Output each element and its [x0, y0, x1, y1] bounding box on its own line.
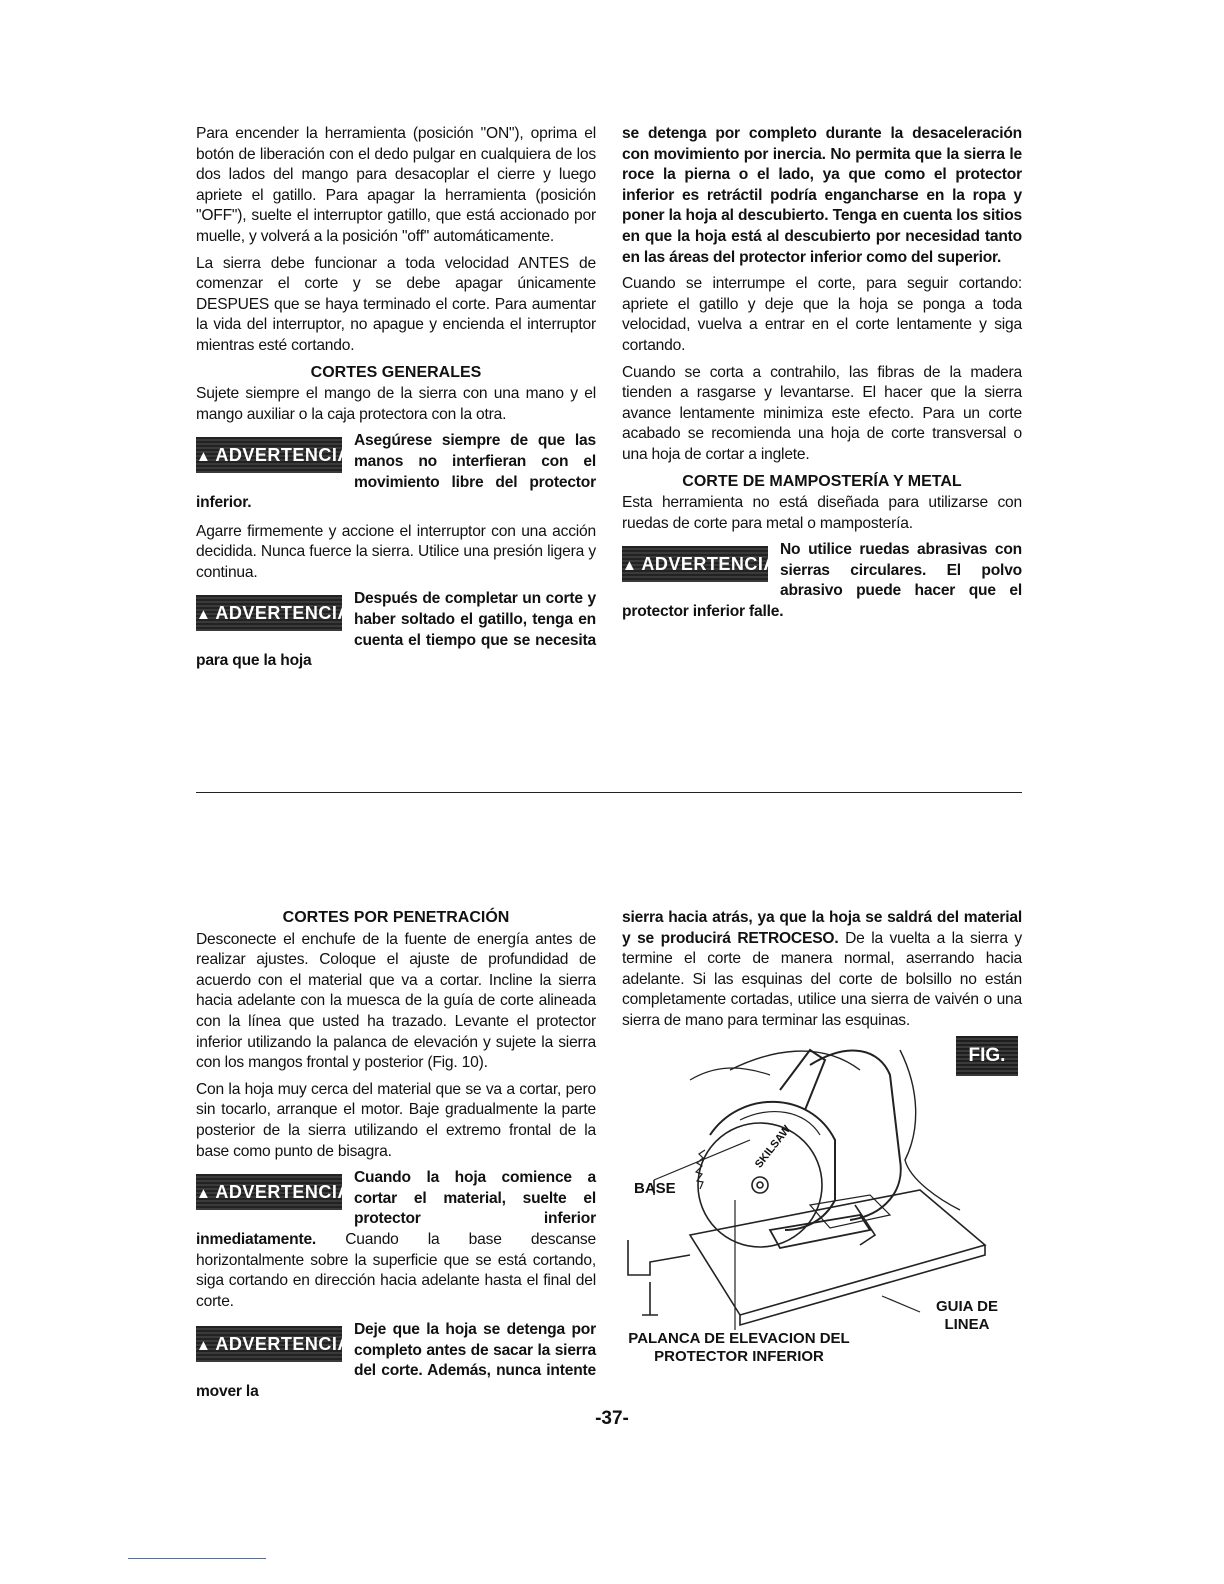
- paragraph: Cuando se corta a contrahilo, las fibras de la madera tienden a rasgarse y levantarse. El hacer que la sierra avance lentamente minimiza este efecto. Para un corte acabado se recomienda una hoja de corte transversal o una hoja de cortar a inglete.: [622, 363, 1022, 463]
- warning-triangle-icon: ▲: [196, 1337, 212, 1355]
- base-label: BASE: [634, 1180, 676, 1197]
- lift-lever-label-2: PROTECTOR INFERIOR: [654, 1348, 824, 1365]
- footer-line: [128, 1558, 266, 1559]
- paragraph-bold: se detenga por completo durante la desaceleración con movimiento por inercia. No permita que la sierra le roce la pierna o el lado, ya que como el protector inferior es retráctil podría engancharse en la ropa y poner la hoja al descubierto. Tenga en cuenta los sitios en que la hoja está al descubierto por necesidad tanto en las áreas del protector inferior como del superior.: [622, 125, 1022, 266]
- warning-badge-label: ADVERTENCIA: [215, 603, 351, 624]
- brand-label: SKILSAW: [752, 1123, 794, 1171]
- hand-outline: [730, 1051, 860, 1070]
- warning-text: Después de completar un corte y haber soltado el gatillo, tenga en cuenta el tiempo que se necesita para que la hoja: [196, 590, 596, 670]
- paragraph: Sujete siempre el mango de la sierra con una mano y el mango auxiliar o la caja protectora con la otra.: [196, 385, 596, 423]
- section-heading: CORTE DE MAMPOSTERÍA Y METAL: [682, 472, 962, 490]
- paragraph: Para encender la herramienta (posición "ON"), oprima el botón de liberación con el dedo pulgar en cualquiera de los dos lados del mango para desacoplar el cierre y luego apriete el gatillo. Para apagar la herramienta (posición "OFF"), suelte el interruptor gatillo, que está accionado por muelle, y volverá a la posición "off" automáticamente.: [196, 125, 596, 245]
- figure-tag: FIG. 10: [956, 1036, 1018, 1076]
- section-heading: CORTES GENERALES: [310, 363, 482, 381]
- warning-block: [196, 589, 596, 671]
- warning-badge: [196, 1174, 351, 1210]
- paragraph-bold-lead: sierra hacia atrás, ya que la hoja se saldrá del material y se producirá RETROCESO.: [622, 909, 1022, 947]
- warning-badge-label: ADVERTENCIA: [215, 1182, 351, 1203]
- line-guide-label: [936, 1298, 998, 1334]
- paragraph: La sierra debe funcionar a toda velocidad ANTES de comenzar el corte y se debe apagar únicamente DESPUES que se haya terminado el corte. Para aumentar la vida del interruptor, no apague y encienda el interruptor mientras esté cortando.: [196, 254, 596, 354]
- warning-triangle-icon: ▲: [196, 606, 212, 624]
- lift-lever-label: [624, 1330, 854, 1366]
- figure-10: [620, 1030, 1030, 1380]
- warning-block: [196, 1168, 596, 1312]
- page-number: -37-: [595, 1408, 629, 1429]
- workpiece-board: [690, 1190, 985, 1315]
- warning-badge: [622, 546, 777, 582]
- paragraph: Con la hoja muy cerca del material que se va a cortar, pero sin tocarlo, arranque el motor. Baje gradualmente la parte posterior de la sierra utilizando el extremo frontal de la base como punto de bisagra.: [196, 1080, 596, 1160]
- warning-block: [196, 1320, 596, 1402]
- section-divider: [196, 792, 1022, 793]
- warning-badge-label: ADVERTENCIA: [215, 445, 351, 466]
- lift-lever-label-1: PALANCA DE ELEVACION DEL: [628, 1330, 850, 1347]
- warning-triangle-icon: ▲: [622, 557, 638, 575]
- paragraph: Esta herramienta no está diseñada para utilizarse con ruedas de corte para metal o mampostería.: [622, 494, 1022, 532]
- paragraph: Cuando se interrumpe el corte, para seguir cortando: apriete el gatillo y deje que la hoja se ponga a toda velocidad, vuelva a entrar en el corte lentamente y siga cortando.: [622, 275, 1022, 354]
- paragraph: Desconecte el enchufe de la fuente de energía antes de realizar ajustes. Coloque el ajuste de profundidad de acuerdo con el material que va a cortar. Incline la sierra hacia adelante con la muesca de la guía de corte alineada con la línea que usted ha trazado. Levante el protector inferior utilizando la palanca de elevación y sujete la sierra con los mangos frontal y posterior (Fig. 10).: [196, 930, 596, 1072]
- paragraph-rest: De la vuelta a la sierra y termine el corte de manera normal, aserrando hacia adelante. Si las esquinas del corte de bolsillo no están completamente cortadas, utilice una sierra de vaivén o una sierra de mano para terminar las esquinas.: [622, 929, 1022, 1029]
- warning-badge: [196, 1326, 351, 1362]
- warning-block: [622, 540, 1022, 622]
- warning-followup-text: Cuando la base descanse horizontalmente sobre la superficie que se está cortando, siga cortando en dirección hacia adelante hasta el final del corte.: [196, 1230, 596, 1310]
- warning-text: Deje que la hoja se detenga por completo antes de sacar la sierra del corte. Además, nunca intente mover la: [196, 1321, 596, 1401]
- warning-text: No utilice ruedas abrasivas con sierras circulares. El polvo abrasivo puede hacer que el protector inferior falle.: [622, 541, 1022, 621]
- bottom-right-column: [622, 908, 1022, 1038]
- paragraph: [622, 908, 1022, 1032]
- warning-block: [196, 431, 596, 513]
- warning-text: Cuando la hoja comience a cortar el material, suelte el protector inferior inmediatamente.: [196, 1169, 596, 1248]
- warning-text: Asegúrese siempre de que las manos no interfieran con el movimiento libre del protector inferior.: [196, 432, 596, 512]
- warning-triangle-icon: ▲: [196, 1185, 212, 1203]
- paragraph: Agarre firmemente y accione el interruptor con una acción decidida. Nunca fuerce la sierra. Utilice una presión ligera y continua.: [196, 522, 596, 581]
- bottom-left-column: [196, 908, 596, 1411]
- saw-handle: [780, 1050, 825, 1110]
- clamp: [628, 1240, 690, 1275]
- section-heading: CORTES POR PENETRACIÓN: [282, 909, 510, 926]
- line-guide-label-2: LINEA: [944, 1316, 990, 1333]
- warning-badge: [196, 437, 351, 473]
- warning-badge: [196, 595, 351, 631]
- line-guide-label-1: GUIA DE: [936, 1298, 998, 1315]
- top-left-column: [196, 124, 596, 680]
- top-right-column: [622, 124, 1022, 631]
- warning-triangle-icon: ▲: [196, 448, 212, 466]
- warning-badge-label: ADVERTENCIA: [641, 554, 777, 575]
- warning-badge-label: ADVERTENCIA: [215, 1334, 351, 1355]
